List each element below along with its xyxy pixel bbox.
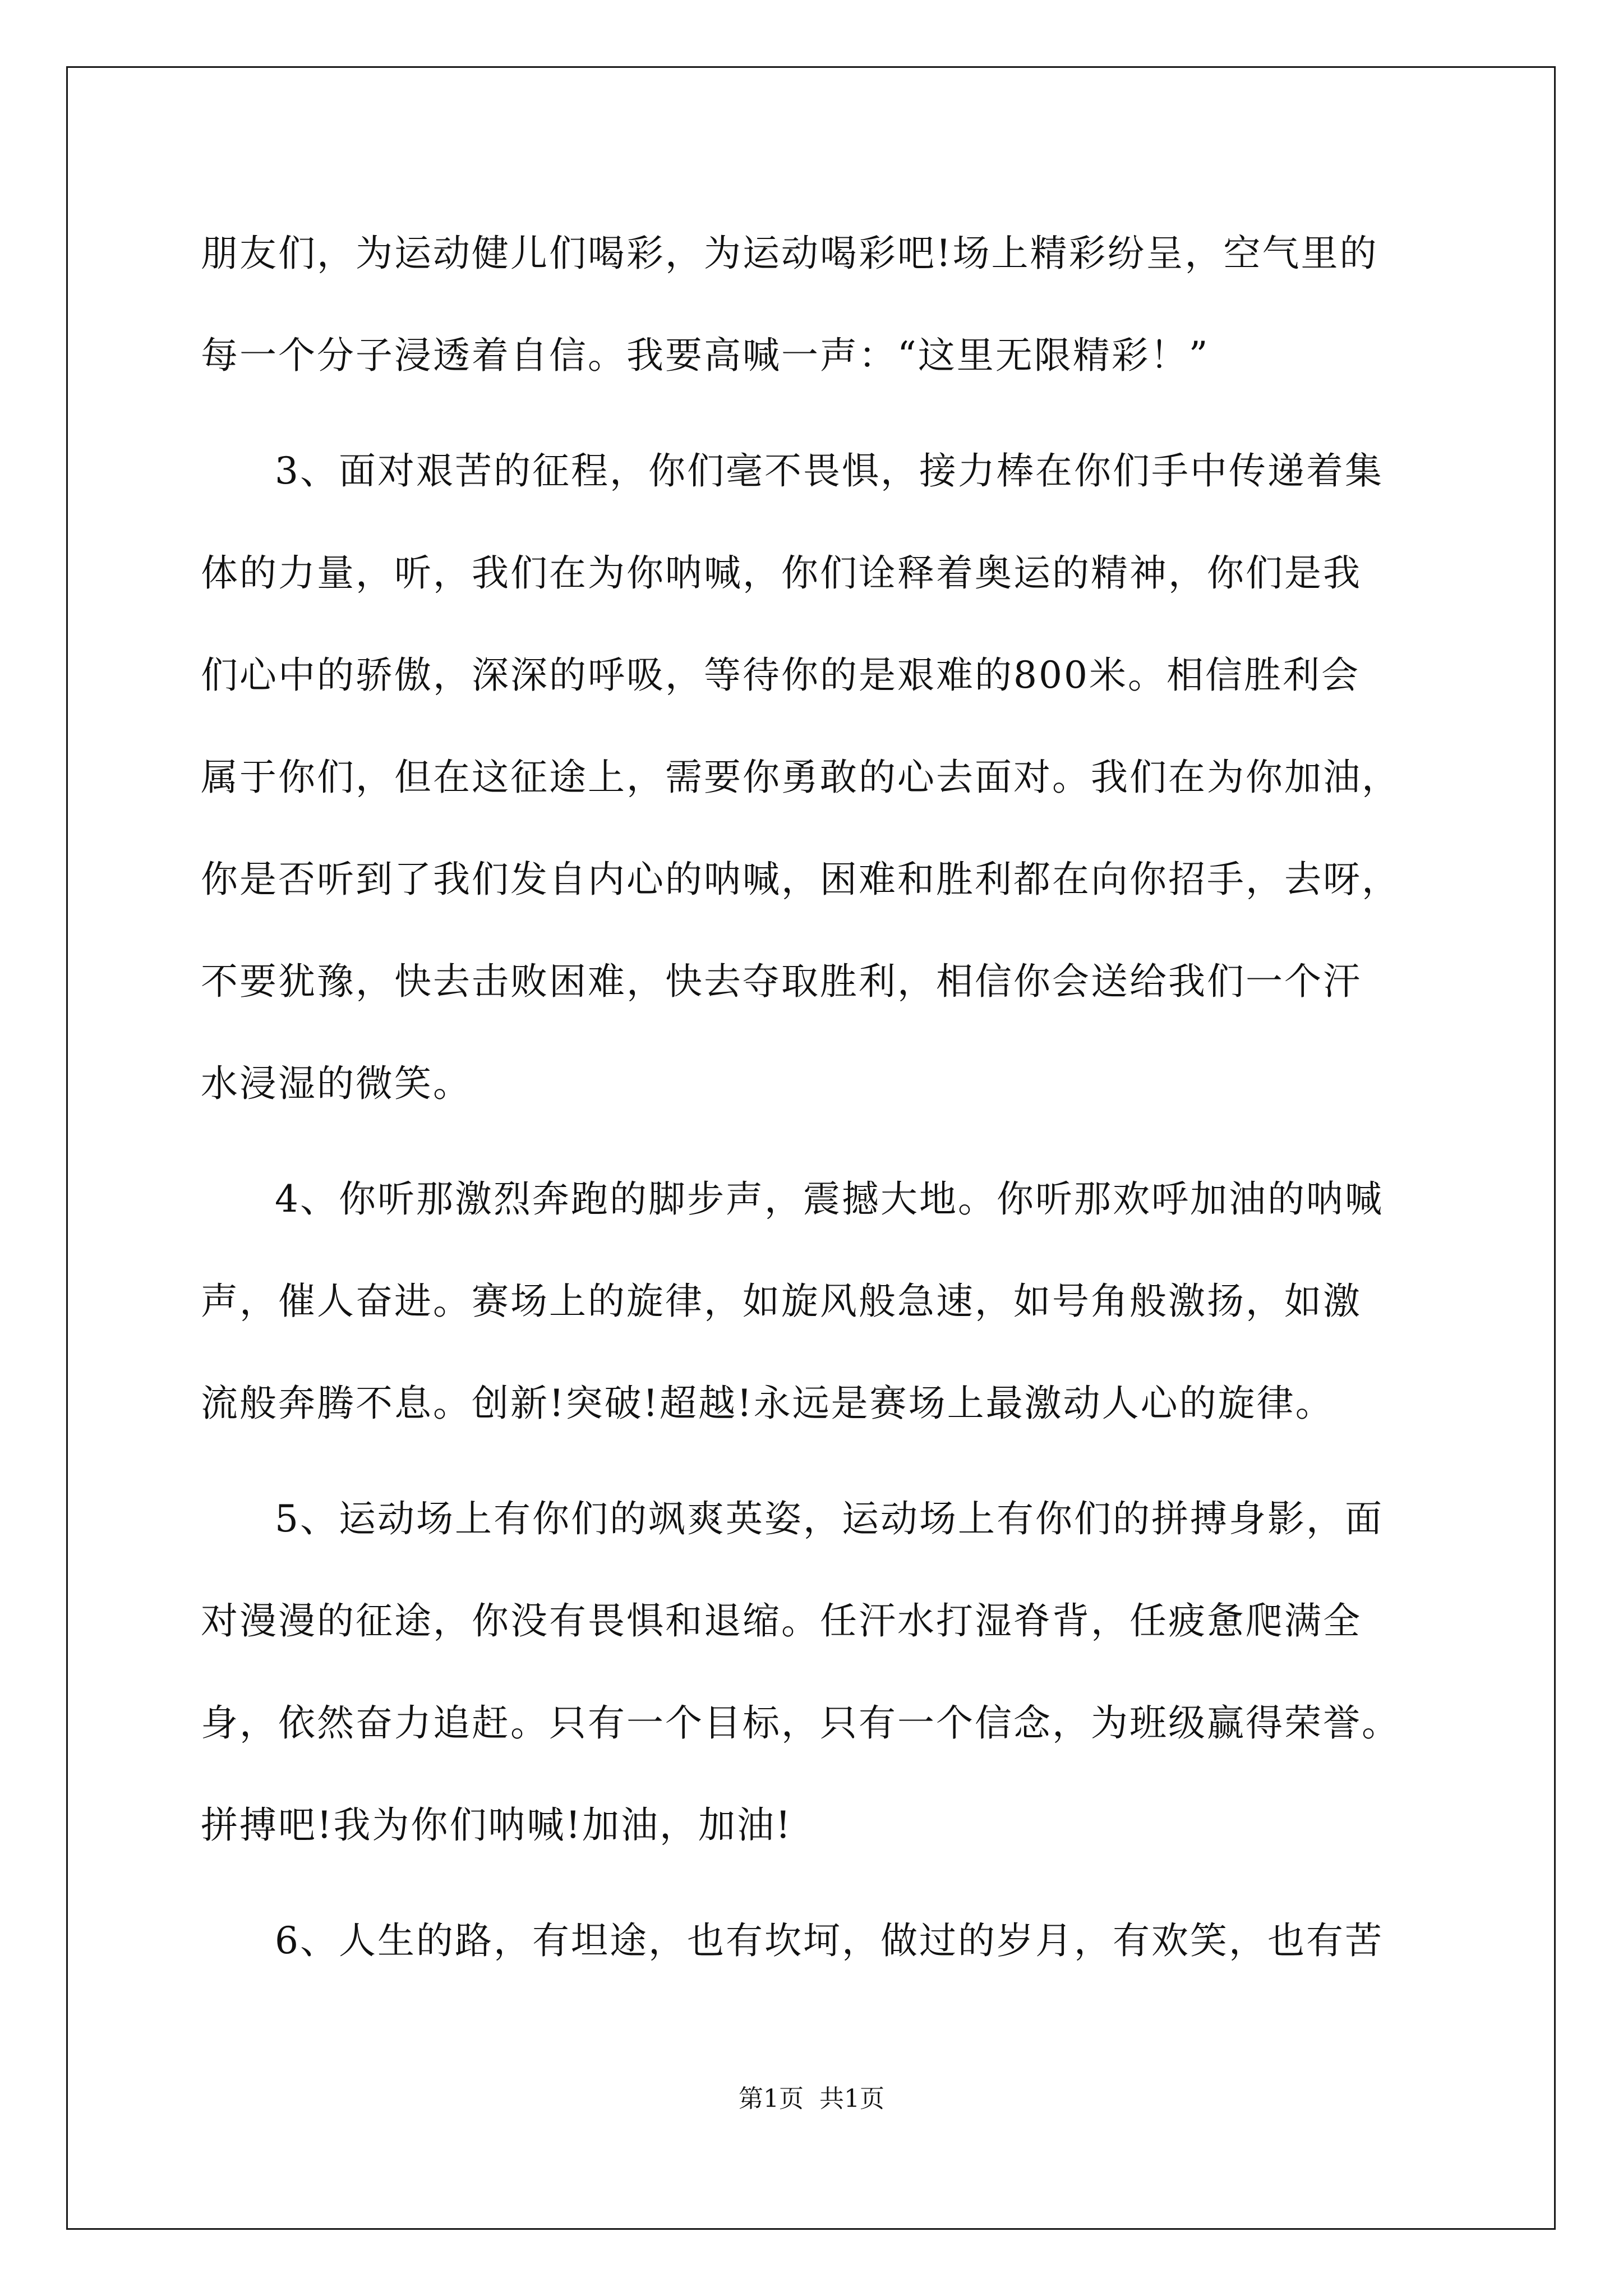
text-line: 每一个分子浸透着自信。我要高喊一声：“这里无限精彩！” [201, 334, 1210, 377]
text-line: 们心中的骄傲，深深的呼吸，等待你的是艰难的800米。相信胜利会 [201, 654, 1360, 697]
text-line: 声，催人奋进。赛场上的旋律，如旋风般急速，如号角般激扬，如激 [201, 1280, 1362, 1323]
text-line: 水浸湿的微笑。 [201, 1062, 472, 1105]
text-line: 拼搏吧!我为你们呐喊!加油，加油! [201, 1803, 792, 1847]
text-line: 5、运动场上有你们的飒爽英姿，运动场上有你们的拼搏身影，面 [275, 1497, 1384, 1540]
text-line: 6、人生的路，有坦途，也有坎坷，做过的岁月，有欢笑，也有苦 [275, 1919, 1384, 1962]
text-line: 4、你听那激烈奔跑的脚步声，震撼大地。你听那欢呼加油的呐喊 [275, 1177, 1384, 1221]
text-line: 属于你们，但在这征途上，需要你勇敢的心去面对。我们在为你加油， [201, 756, 1400, 799]
text-line: 体的力量，听，我们在为你呐喊，你们诠释着奥运的精神，你们是我 [201, 551, 1362, 595]
text-line: 流般奔腾不息。创新!突破!超越!永远是赛场上最激动人心的旋律。 [201, 1382, 1334, 1425]
text-line: 不要犹豫，快去击败困难，快去夺取胜利，相信你会送给我们一个汗 [201, 960, 1362, 1003]
text-line: 朋友们，为运动健儿们喝彩，为运动喝彩吧!场上精彩纷呈，空气里的 [201, 232, 1378, 275]
text-line: 对漫漫的征途，你没有畏惧和退缩。任汗水打湿脊背，任疲惫爬满全 [201, 1599, 1362, 1642]
text-line: 你是否听到了我们发自内心的呐喊，困难和胜利都在向你招手，去呀， [201, 858, 1400, 901]
text-line: 身，依然奋力追赶。只有一个目标，只有一个信念，为班级赢得荣誉。 [201, 1701, 1400, 1745]
page-number-footer: 第1页 共1页 [739, 2085, 884, 2113]
text-line: 3、面对艰苦的征程，你们毫不畏惧，接力棒在你们手中传递着集 [275, 449, 1384, 493]
page-border [66, 66, 1556, 2230]
